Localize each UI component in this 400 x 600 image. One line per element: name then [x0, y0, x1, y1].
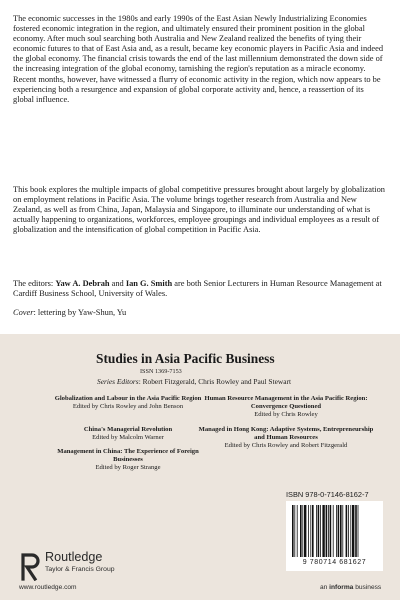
series-editors	[97, 377, 291, 386]
series-book-editors: Edited by Chris Rowley and John Benson	[72, 403, 184, 410]
series-book-5	[196, 426, 376, 450]
routledge-logo-icon	[19, 551, 45, 581]
editor-name-2: Ian G. Smith	[125, 279, 173, 288]
informa-prefix: an	[320, 584, 330, 591]
barcode-bars-icon	[292, 505, 377, 559]
editors-prefix: The editors:	[13, 279, 56, 288]
series-editors-names: : Robert Fitzgerald, Chris Rowley and Paul Stewart	[138, 377, 291, 386]
description-paragraph-1: The economic successes in the 1980s and early 1990s of the East Asian Newly Industrializing Economies fostered economic integration in the region, and ultimately ensured their prominent position in the global economy. After much soul searching both Australia and New Zealand realized the benefits of tying their economic futures to that of East Asia and, as a result, became key economic players in Pacific Asia and indeed the global economy. The financial crisis towards the end of the last millennium demonstrated the down side of the increasing integration of the global economy, tarnishing the region's reputation as a miracle economy. Recent months, however, have witnessed a flurry of economic activity in the region, which now appears to be experiencing both a resurgence and expansion of global corporate activity and, hence, a reassertion of its global influence.	[13, 14, 384, 104]
series-title: Studies in Asia Pacific Business	[96, 351, 275, 366]
editor-name-1: Yaw A. Debrah	[55, 279, 110, 288]
informa-brand: informa	[329, 584, 354, 591]
cover-credit-label: Cover	[13, 308, 34, 317]
barcode	[286, 501, 383, 571]
series-book-editors: Edited by Roger Strange	[95, 464, 161, 471]
series-book-3	[53, 448, 203, 472]
publisher-name: Routledge	[45, 550, 103, 564]
series-book-title: Management in China: The Experience of Foreign Businesses	[57, 448, 199, 463]
editors-bio	[13, 279, 385, 299]
series-book-title: Human Resource Management in the Asia Pacific Region: Convergence Questioned	[204, 395, 368, 410]
series-editors-label: Series Editors	[97, 377, 139, 386]
editors-and: and	[109, 279, 126, 288]
informa-business-mark	[320, 584, 381, 591]
series-book-editors: Edited by Malcolm Warner	[92, 434, 164, 441]
series-book-title: Managed in Hong Kong: Adaptive Systems, Entrepreneurship and Human Resources	[198, 426, 374, 441]
series-issn: ISSN 1369-7153	[140, 368, 182, 375]
series-book-2	[53, 426, 203, 442]
series-book-title: China's Managerial Revolution	[83, 426, 173, 433]
publisher-url[interactable]: www.routledge.com	[19, 584, 77, 591]
series-book-title: Globalization and Labour in the Asia Pacific Region	[54, 395, 202, 402]
publisher-group: Taylor & Francis Group	[45, 566, 115, 573]
description-paragraph-2: This book explores the multiple impacts of global competitive pressures brought about largely by globalization on employment relations in Pacific Asia. The volume brings together research from Australia and New Zealand, as well as from China, Japan, Malaysia and Singapore, to illuminate our understanding of what is actually happening to organizations, workforces, employee groupings and individual employees as a result of globalization and the intensification of global competition in Pacific Asia.	[13, 185, 385, 235]
series-book-editors: Edited by Chris Rowley	[254, 411, 318, 418]
series-book-4	[196, 395, 376, 419]
isbn-label: ISBN 978-0-7146-8162-7	[286, 490, 369, 499]
series-book-1	[53, 395, 203, 411]
cover-credit	[13, 308, 385, 318]
cover-credit-text: : lettering by Yaw-Shun, Yu	[33, 308, 127, 317]
series-book-editors: Edited by Chris Rowley and Robert Fitzgerald	[224, 442, 348, 449]
barcode-number: 9 780714 681627	[302, 559, 367, 566]
informa-suffix: business	[353, 584, 382, 591]
editors-affiliation: are both Senior Lecturers in Human Resource Management at Cardiff Business School, University of Wales.	[13, 279, 382, 299]
